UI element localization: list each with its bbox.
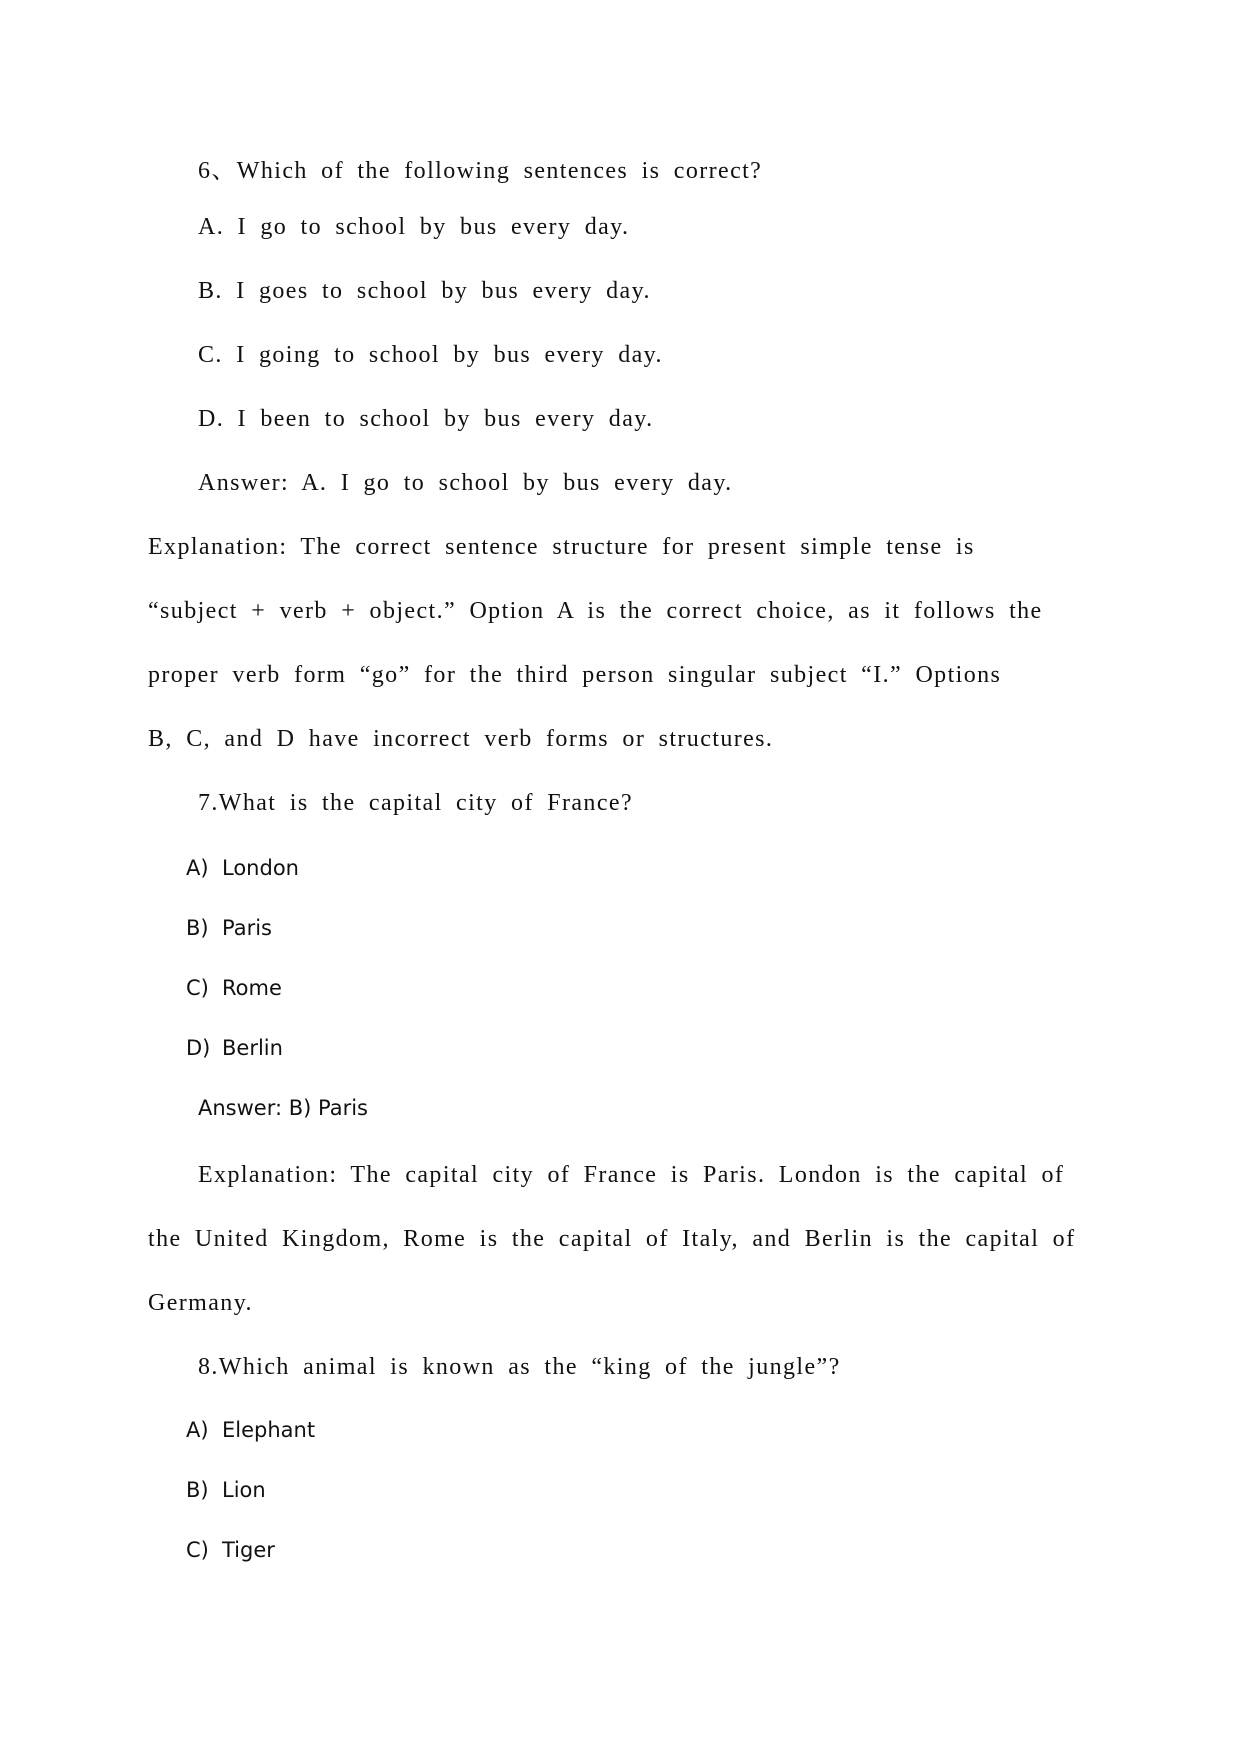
question-7-explanation-line: the United Kingdom, Rome is the capital of Italy, and Berlin is the capital of (148, 1226, 1076, 1252)
question-6-option-b: B. I goes to school by bus every day. (198, 278, 651, 304)
option-letter: D) (186, 1036, 211, 1060)
option-letter: A) (186, 1418, 209, 1442)
question-6-explanation-line: B, C, and D have incorrect verb forms or structures. (148, 726, 774, 752)
option-text: Lion (222, 1478, 266, 1502)
question-6-explanation-line: “subject + verb + object.” Option A is the correct choice, as it follows the (148, 598, 1043, 624)
option-text: London (222, 856, 299, 880)
option-text: Paris (222, 916, 272, 940)
option-text: Tiger (222, 1538, 275, 1562)
question-7-option-d (186, 1036, 283, 1060)
option-text: Berlin (222, 1036, 283, 1060)
question-6-answer: Answer: A. I go to school by bus every day. (198, 470, 733, 496)
option-letter: B) (186, 916, 209, 940)
option-text: Elephant (222, 1418, 316, 1442)
question-7-explanation-line: Explanation: The capital city of France is Paris. London is the capital of (198, 1162, 1065, 1188)
question-6-option-a: A. I go to school by bus every day. (198, 214, 630, 240)
question-6-text: 6、Which of the following sentences is correct? (198, 158, 763, 184)
option-letter: C) (186, 1538, 209, 1562)
question-6-option-d: D. I been to school by bus every day. (198, 406, 654, 432)
question-6-option-c: C. I going to school by bus every day. (198, 342, 663, 368)
option-letter: B) (186, 1478, 209, 1502)
question-8-option-a (186, 1418, 315, 1442)
question-7-option-c (186, 976, 282, 1000)
question-8-text: 8.Which animal is known as the “king of the jungle”? (198, 1354, 841, 1380)
option-letter: A) (186, 856, 209, 880)
question-7-explanation-line: Germany. (148, 1290, 253, 1316)
question-7-option-a (186, 856, 299, 880)
question-6-explanation-line: proper verb form “go” for the third person singular subject “I.” Options (148, 662, 1002, 688)
option-text: Rome (222, 976, 282, 1000)
question-7-text: 7.What is the capital city of France? (198, 790, 633, 816)
question-8-option-b (186, 1478, 266, 1502)
question-7-option-b (186, 916, 272, 940)
question-6-explanation-line: Explanation: The correct sentence structure for present simple tense is (148, 534, 975, 560)
option-letter: C) (186, 976, 209, 1000)
question-8-option-c (186, 1538, 275, 1562)
question-7-answer: Answer: B) Paris (198, 1096, 368, 1120)
